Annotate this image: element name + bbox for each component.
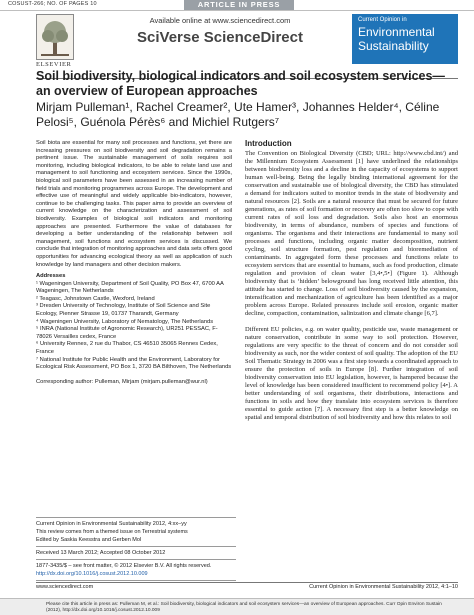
introduction-heading: Introduction [245,139,292,148]
introduction-paragraph-2: Different EU policies, e.g. on water quality, pesticide use, waste management or nature conservation, contribute in some way to soil protection. However, regulations are very specific to the threat of concern and do not consider soil biodiversity as such, nor the wider context of soil quality. The adoption of the EU Soil Thematic Strategy in 2006 was a first step towards a coordinated approach to ensure the protection of soils in Europe [8]. Further integration of soil biodiversity conservation into EU legislation, however, is hampered because the level of knowledge has been considered insufficient to recommend policy [4•]. A better understanding of soil organisms, their distributions, interactions and functions in soils and how they translate into ecosystem services is therefore essential to guide action [7]. A necessary first step is a better knowledge on spatial and temporal distribution of soil biodiversity and how this relates to soil [245,326,458,421]
journal-masthead [0,12,474,70]
platform-name: SciVerse ScienceDirect [137,29,303,46]
info-divider [36,559,236,560]
journal-citation: Current Opinion in Environmental Sustainability 2012, 4:xx–yy [36,521,187,527]
address-item: ⁵ INRA (National Institute of Agronomic Research), UR251 PESSAC, F-78026 Versailles cedex, France [36,326,218,340]
article-in-press-banner: ARTICLE IN PRESS [184,0,294,10]
availability-notice: Available online at www.sciencedirect.com [149,16,291,25]
address-list [36,281,232,372]
article-status-bar [0,0,474,11]
journal-cover-badge [352,14,458,64]
address-item: ² Teagasc, Johnstown Castle, Wexford, Ireland [36,295,155,302]
citation-notice: Please cite this article in press as: Pulleman M, et al.: Soil biodiversity, biological indicators and soil ecosystem services—an overview of European approaches. Curr Opin Environ Sustain (2012), http://dx.doi.org/10.1016/j.cosust.2012.10.009 [46,602,442,613]
introduction-column [245,140,458,422]
article-authors: Mirjam Pulleman¹, Rachel Creamer², Ute Hamer³, Johannes Helder⁴, Céline Pelosi⁵, Guénola Pérès⁶ and Michiel Rutgers⁷ [36,100,440,129]
footer-divider [36,582,458,583]
tree-icon [37,15,73,59]
addresses-heading: Addresses [36,273,66,280]
journal-name-line1: Environmental [358,25,435,39]
article-title: Soil biodiversity, biological indicators and soil ecosystem services—an overview of European approaches [36,69,445,98]
citation-notice-bar [0,598,474,615]
received-dates: Received 13 March 2012; Accepted 08 October 2012 [36,550,166,556]
editors: Edited by Saskia Keesstra and Gerben Mol [36,537,142,543]
address-item: ⁶ University Rennes, 2 rue du Thabor, CS 46510 35065 Rennes Cedex, France [36,341,218,356]
doi-link[interactable]: http://dx.doi.org/10.1016/j.cosust.2012.10.009 [36,571,148,577]
address-item: ⁴ Wageningen University, Laboratory of Nematology, The Netherlands [36,318,214,325]
article-code: COSUST-266; NO. OF PAGES 10 [8,1,97,7]
copyright: 1877-3435/$ – see front matter, © 2012 Elsevier B.V. All rights reserved. [36,563,212,569]
publisher-name: ELSEVIER [36,61,72,68]
footer-website[interactable]: www.sciencedirect.com [36,584,94,590]
info-divider [36,546,236,547]
themed-issue: This review comes from a themed issue on Terrestrial systems [36,529,188,535]
footer-journal-pages: Current Opinion in Environmental Sustainability 2012, 4:1–10 [309,584,458,590]
elsevier-tree-logo [36,14,74,60]
info-divider [36,517,236,518]
address-item: ¹ Wageningen University, Department of Soil Quality, PO Box 47, 6700 AA Wageningen, The Netherlands [36,280,224,295]
address-item: ⁷ National Institute for Public Health and the Environment, Laboratory for Ecological Risk Assessment, PO Box 1, 3720 BA Bilthoven, The Netherlands [36,356,232,371]
introduction-paragraph-1: The Convention on Biological Diversity (CBD; URL: http://www.cbd.int/) and the Millennium Ecosystem Assessment [1] have underlined the relationships between biodiversity loss and a decline in the capacity of ecosystems to support human well-being. Being the legally binding international agreement for the conservation and sustainable use of biological diversity, the CBD has stimulated a demand for indicators suited to monitor trends in the state of biodiversity and natural resources [2]. Soils are a natural resource that must be secured for future generations, as rates of soil formation or recovery are often too slow to cope with current rates of soil loss and degradation. Soils also host an enormous biodiversity, in terms of abundance, numbers of species and functions of organisms. The organisms and their interactions are fundamental to many soil processes and functions, including organic matter decomposition, nutrient cycling, soil structure formation, pest regulation and bioremediation of contaminants. In aggregated form these processes and functions relate to ecosystem services that are essential to humans, such as food production, climate regulation and provision of clean water [3,4•,5•] (Figure 1). Although biodiversity that is ‘hidden’ belowground has long received little attention, this attitude has started to change. Loss of soil biodiversity caused by the expansion, intensification and mechanization of agriculture has been identified as a major problem across Europe. Related pressures include soil erosion, organic matter decline, compaction, contamination, salinization and climate change [6,7]. [245,150,458,317]
journal-name-line2: Sustainability [358,39,429,53]
article-info-box [36,515,236,583]
journal-name-prefix: Current Opinion in [358,17,407,23]
abstract-column [36,140,232,386]
info-divider [36,580,236,581]
address-item: ³ Dresden University of Technology, Institute of Soil Science and Site Ecology, Pienner Strasse 19, 01737 Tharandt, Germany [36,303,211,318]
abstract: Soil biota are essential for many soil processes and functions, yet there are increasing pressures on soil biodiversity and soil degradation remains a pertinent issue. The sustainable management of soils requires soil monitoring, including biological indicators, to be able to relate land use and management to soil functioning and ecosystem services. Since the 1990s, biological soil parameters have been assessed in an increasing number of field trials and monitoring programmes across Europe. The development and effective use of meaningful and widely applicable bio-indicators, however, continue to be challenging tasks. This paper aims to provide an overview of current knowledge on the characterization and assessment of soil biodiversity. Examples of biological soil indicators and monitoring approaches are presented. Furthermore the value of databases for developing a better understanding of the relationship between soil management, soil functions and ecosystem services is discussed. We conclude that integration of monitoring approaches and data sets offers good opportunities for advancing ecological theory as well as application of such knowledge by land managers and other decision makers. [36,140,232,268]
corresponding-author: Corresponding author: Pulleman, Mirjam (mirjam.pulleman@wur.nl) [36,378,208,385]
